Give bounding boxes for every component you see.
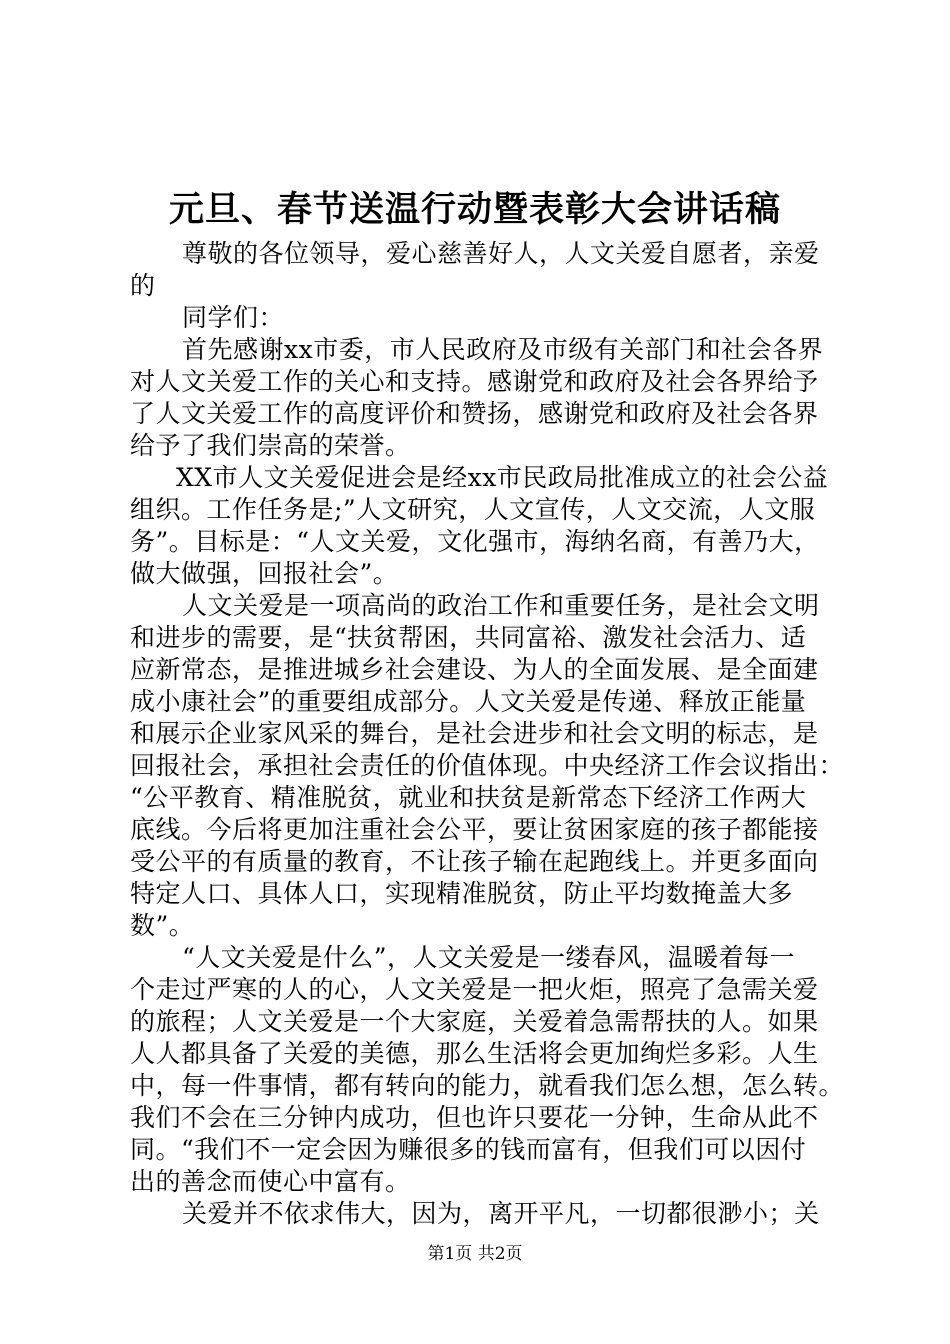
- paragraph-line: 数”。: [130, 911, 195, 940]
- paragraph-line: 同学们：: [182, 303, 285, 332]
- paragraph-line: 和展示企业家风采的舞台，是社会进步和社会文明的标志，是: [130, 719, 819, 748]
- paragraph-line: 受公平的有质量的教育，不让孩子输在起跑线上。并更多面向: [130, 847, 819, 876]
- document-title: 元旦、春节送温行动暨表彰大会讲话稿: [168, 189, 781, 230]
- paragraph-line: 对人文关爱工作的关心和支持。感谢党和政府及社会各界给予: [130, 367, 819, 396]
- paragraph-line: “人文关爱是什么”，人文关爱是一缕春风，温暖着每一: [182, 943, 796, 972]
- document-body: [130, 238, 845, 1230]
- paragraph-line: XX市人文关爱促进会是经xx市民政局批准成立的社会公益: [176, 463, 829, 492]
- paragraph-line: 应新常态，是推进城乡社会建设、为人的全面发展、是全面建: [130, 655, 819, 684]
- paragraph-line: 了人文关爱工作的高度评价和赞扬，感谢党和政府及社会各界: [130, 399, 819, 428]
- paragraph-line: “公平教育、精准脱贫，就业和扶贫是新常态下经济工作两大: [130, 783, 807, 812]
- paragraph-line: 底线。今后将更加注重社会公平，要让贫困家庭的孩子都能接: [130, 815, 819, 844]
- paragraph-line: 尊敬的各位领导，爱心慈善好人，人文关爱自愿者，亲爱: [182, 239, 820, 268]
- paragraph-line: 和进步的需要，是“扶贫帮困，共同富裕、激发社会活力、适: [130, 623, 807, 652]
- paragraph-line: 的: [130, 271, 156, 300]
- paragraph-line: 务”。目标是：“人文关爱，文化强市，海纳名商，有善乃大，: [130, 527, 820, 556]
- paragraph-line: 人人都具备了关爱的美德，那么生活将会更加绚烂多彩。人生: [130, 1039, 819, 1068]
- paragraph-line: 做大做强，回报社会”。: [130, 559, 399, 588]
- paragraph-line: 人文关爱是一项高尚的政治工作和重要任务，是社会文明: [182, 591, 820, 620]
- paragraph-line: 回报社会，承担社会责任的价值体现。中央经济工作会议指出：: [130, 751, 845, 780]
- paragraph-line: 的旅程；人文关爱是一个大家庭，关爱着急需帮扶的人。如果: [130, 1007, 819, 1036]
- paragraph-line: 成小康社会”的重要组成部分。人文关爱是传递、释放正能量: [130, 687, 807, 716]
- paragraph-line: 个走过严寒的人的心，人文关爱是一把火炬，照亮了急需关爱: [130, 975, 819, 1004]
- page-footer: 第1页 共2页: [427, 1244, 523, 1264]
- paragraph-line: 出的善念而使心中富有。: [130, 1167, 411, 1196]
- paragraph-line: 中，每一件事情，都有转向的能力，就看我们怎么想，怎么转。: [130, 1071, 845, 1100]
- paragraph-line: 关爱并不依求伟大，因为，离开平凡，一切都很渺小；关: [182, 1199, 820, 1228]
- paragraph-line: 组织。工作任务是;”人文研究，人文宣传，人文交流，人文服: [130, 495, 816, 524]
- paragraph-line: 首先感谢xx市委，市人民政府及市级有关部门和社会各界: [182, 335, 824, 364]
- paragraph-line: 同。“我们不一定会因为赚很多的钱而富有，但我们可以因付: [130, 1135, 807, 1164]
- paragraph-line: 我们不会在三分钟内成功，但也许只要花一分钟，生命从此不: [130, 1103, 819, 1132]
- paragraph-line: 给予了我们崇高的荣誉。: [130, 431, 411, 460]
- paragraph-line: 特定人口、具体人口，实现精准脱贫，防止平均数掩盖大多: [130, 879, 794, 908]
